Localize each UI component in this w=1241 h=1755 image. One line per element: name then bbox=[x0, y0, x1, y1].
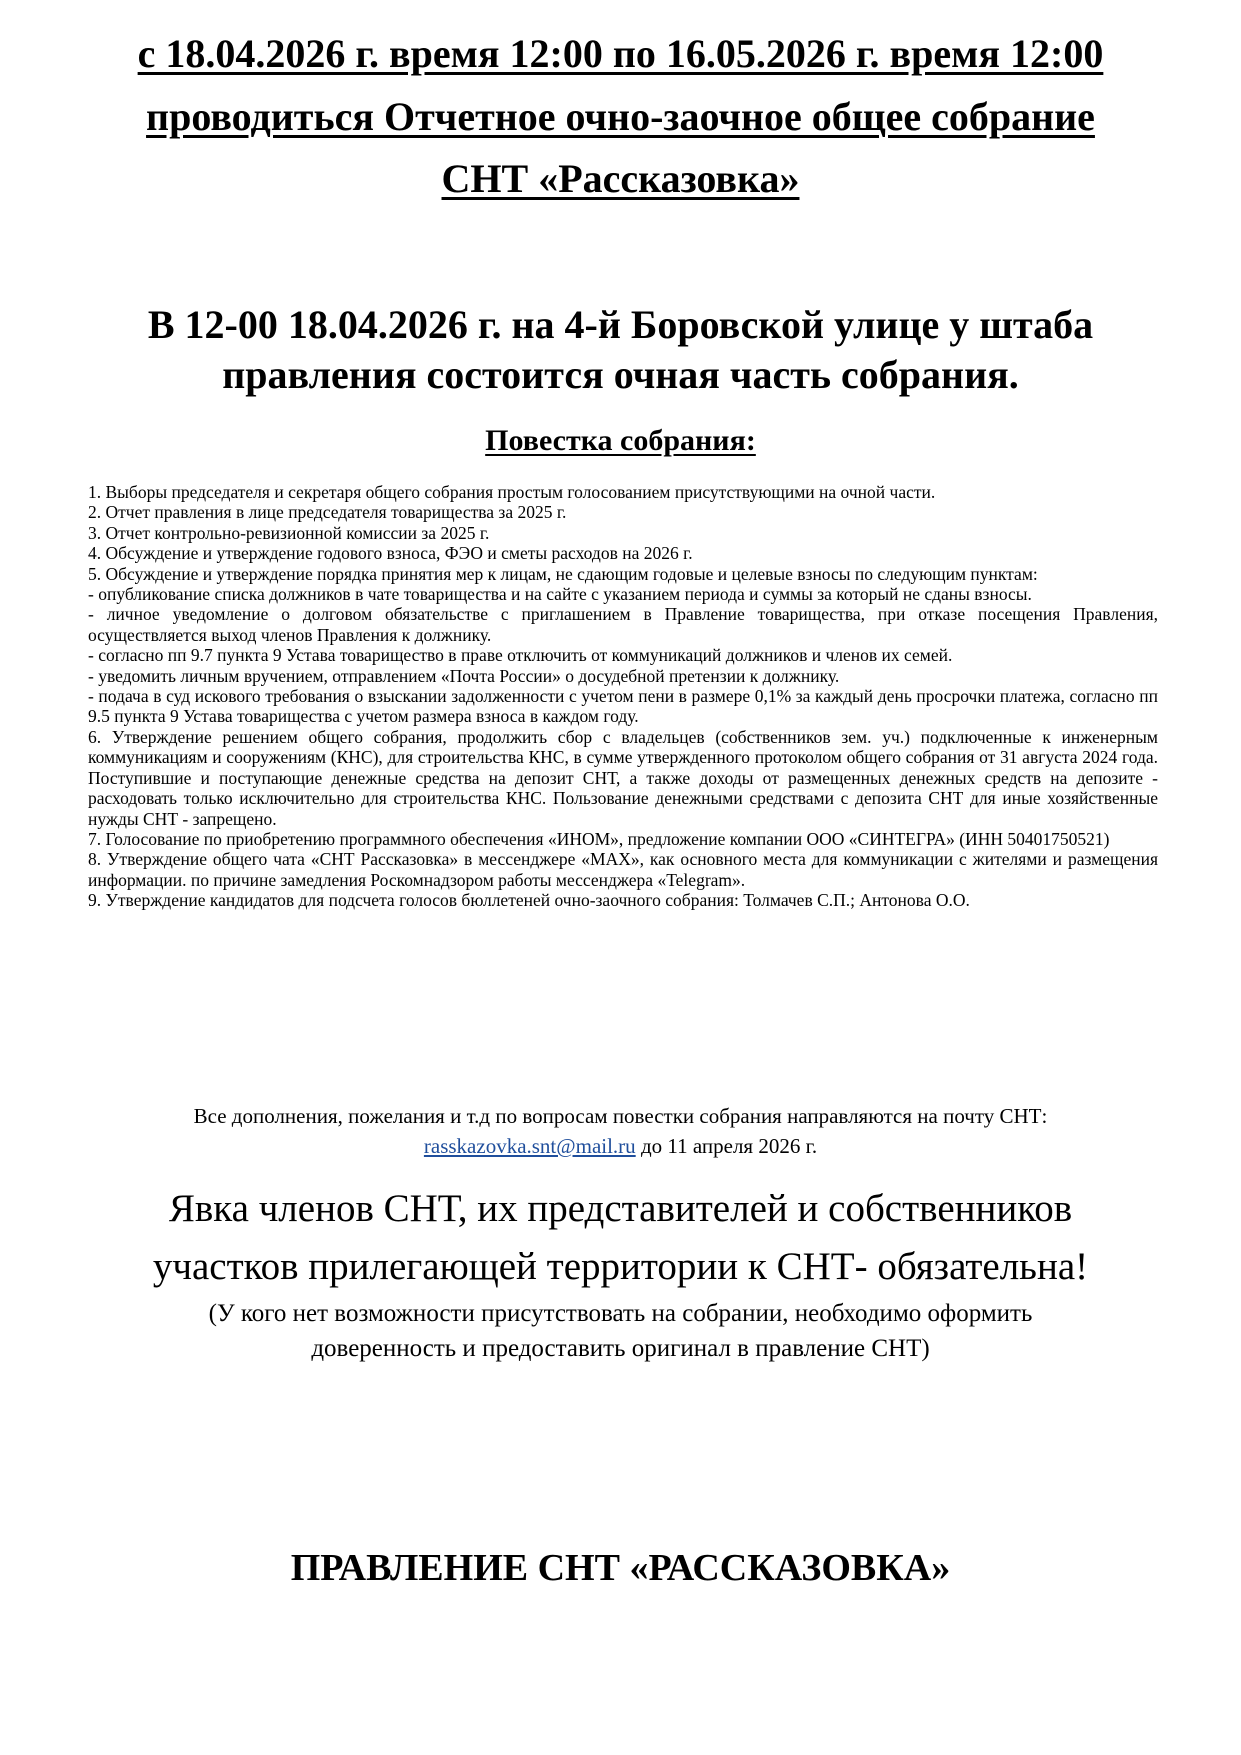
agenda-item: 1. Выборы председателя и секретаря общего собрания простым голосованием присутствующими на очной части. bbox=[88, 482, 936, 502]
attendance-call-line-2: участков прилегающей территории к СНТ- обязательна! bbox=[152, 1245, 1089, 1288]
agenda-item: 9. Утверждение кандидатов для подсчета голосов бюллетеней очно-заочного собрания: Толмачев С.П.; Антонова О.О. bbox=[88, 890, 970, 911]
in-person-part-notice bbox=[60, 300, 1181, 400]
agenda-subitem: - согласно пп 9.7 пункта 9 Устава товарищество в праве отключить от коммуникаций должников и членов их семей. bbox=[88, 645, 953, 666]
board-signature: ПРАВЛЕНИЕ СНТ «РАССКАЗОВКА» bbox=[290, 1547, 951, 1589]
agenda-item: 3. Отчет контрольно-ревизионной комиссии за 2025 г. bbox=[88, 522, 490, 543]
agenda-item: 5. Обсуждение и утверждение порядка принятия мер к лицам, не сдающим годовые и целевые взносы по следующим пунктам: bbox=[88, 563, 1038, 584]
agenda-subitem: - личное уведомление о долговом обязательстве с приглашением в Правление товарищества, при отказе посещения Правления, осуществляется выход членов Правления к должнику. bbox=[88, 604, 1158, 645]
in-person-line-1: В 12-00 18.04.2026 г. на 4-й Боровской улице у штаба bbox=[147, 302, 1094, 347]
submission-deadline: до 11 апреля 2026 г. bbox=[635, 1134, 818, 1158]
agenda-subitem: - опубликование списка должников в чате товарищества и на сайте с указанием периода и суммы за который не сданы взносы. bbox=[88, 584, 1032, 605]
email-link[interactable]: rasskazovka.snt@mail.ru bbox=[423, 1134, 636, 1158]
proxy-note bbox=[60, 1296, 1181, 1366]
agenda-subitem: - подача в суд искового требования о взыскании задолженности с учетом пени в размере 0,1% за каждый день просрочки платежа, согласно пп 9.5 пункта 9 Устава товарищества с учетом размера взноса в каждом году. bbox=[88, 686, 1158, 727]
agenda-subitem: - уведомить личным вручением, отправлением «Почта России» о досудебной претензии к должнику. bbox=[88, 665, 840, 686]
attendance-call bbox=[40, 1180, 1201, 1296]
agenda-item: 2. Отчет правления в лице председателя товарищества за 2025 г. bbox=[88, 502, 567, 523]
meeting-dates-heading: с 18.04.2026 г. время 12:00 по 16.05.2026 г. время 12:00 bbox=[137, 31, 1104, 76]
agenda-item: 8. Утверждение общего чата «СНТ Рассказовка» в мессенджере «MAX», как основного места для коммуникации с жителями и размещения информации. по причине замедления Роскомнадзором работы мессенджера «Telegram». bbox=[88, 849, 1158, 890]
organization-heading: СНТ «Рассказовка» bbox=[441, 156, 800, 201]
in-person-line-2: правления состоится очная часть собрания. bbox=[222, 352, 1019, 397]
submission-deadline-line bbox=[60, 1131, 1181, 1161]
agenda-title: Повестка собрания: bbox=[485, 424, 756, 457]
submission-notice-text: Все дополнения, пожелания и т.д по вопросам повестки собрания направляются на почту СНТ: bbox=[193, 1104, 1048, 1128]
attendance-call-line-1: Явка членов СНТ, их представителей и собственников bbox=[168, 1187, 1073, 1230]
meeting-type-heading: проводиться Отчетное очно-заочное общее собрание bbox=[146, 94, 1095, 139]
agenda-list bbox=[88, 482, 1158, 911]
agenda-item: 7. Голосование по приобретению программного обеспечения «ИНОМ», предложение компании ООО «СИНТЕГРА» (ИНН 50401750521) bbox=[88, 828, 1110, 849]
agenda-item: 4. Обсуждение и утверждение годового взноса, ФЭО и сметы расходов на 2026 г. bbox=[88, 543, 693, 564]
proxy-note-line-1: (У кого нет возможности присутствовать на собрании, необходимо оформить bbox=[208, 1300, 1033, 1327]
submission-notice bbox=[60, 1101, 1181, 1161]
agenda-item: 6. Утверждение решением общего собрания, продолжить сбор с владельцев (собственников зем. уч.) подключенные к инженерным коммуникациям и сооружениям (КНС), для строительства КНС, в сумме утвержденного протоколом общего собрания от 31 августа 2024 года. Поступившие и поступающие денежные средства на депозит СНТ, а также доходы от размещенных денежных средств на депозите - расходовать только исключительно для строительства КНС. Пользование денежными средствами с депозита СНТ для иные хозяйственные нужды СНТ - запрещено. bbox=[88, 726, 1158, 829]
proxy-note-line-2: доверенность и предоставить оригинал в правление СНТ) bbox=[311, 1335, 930, 1362]
